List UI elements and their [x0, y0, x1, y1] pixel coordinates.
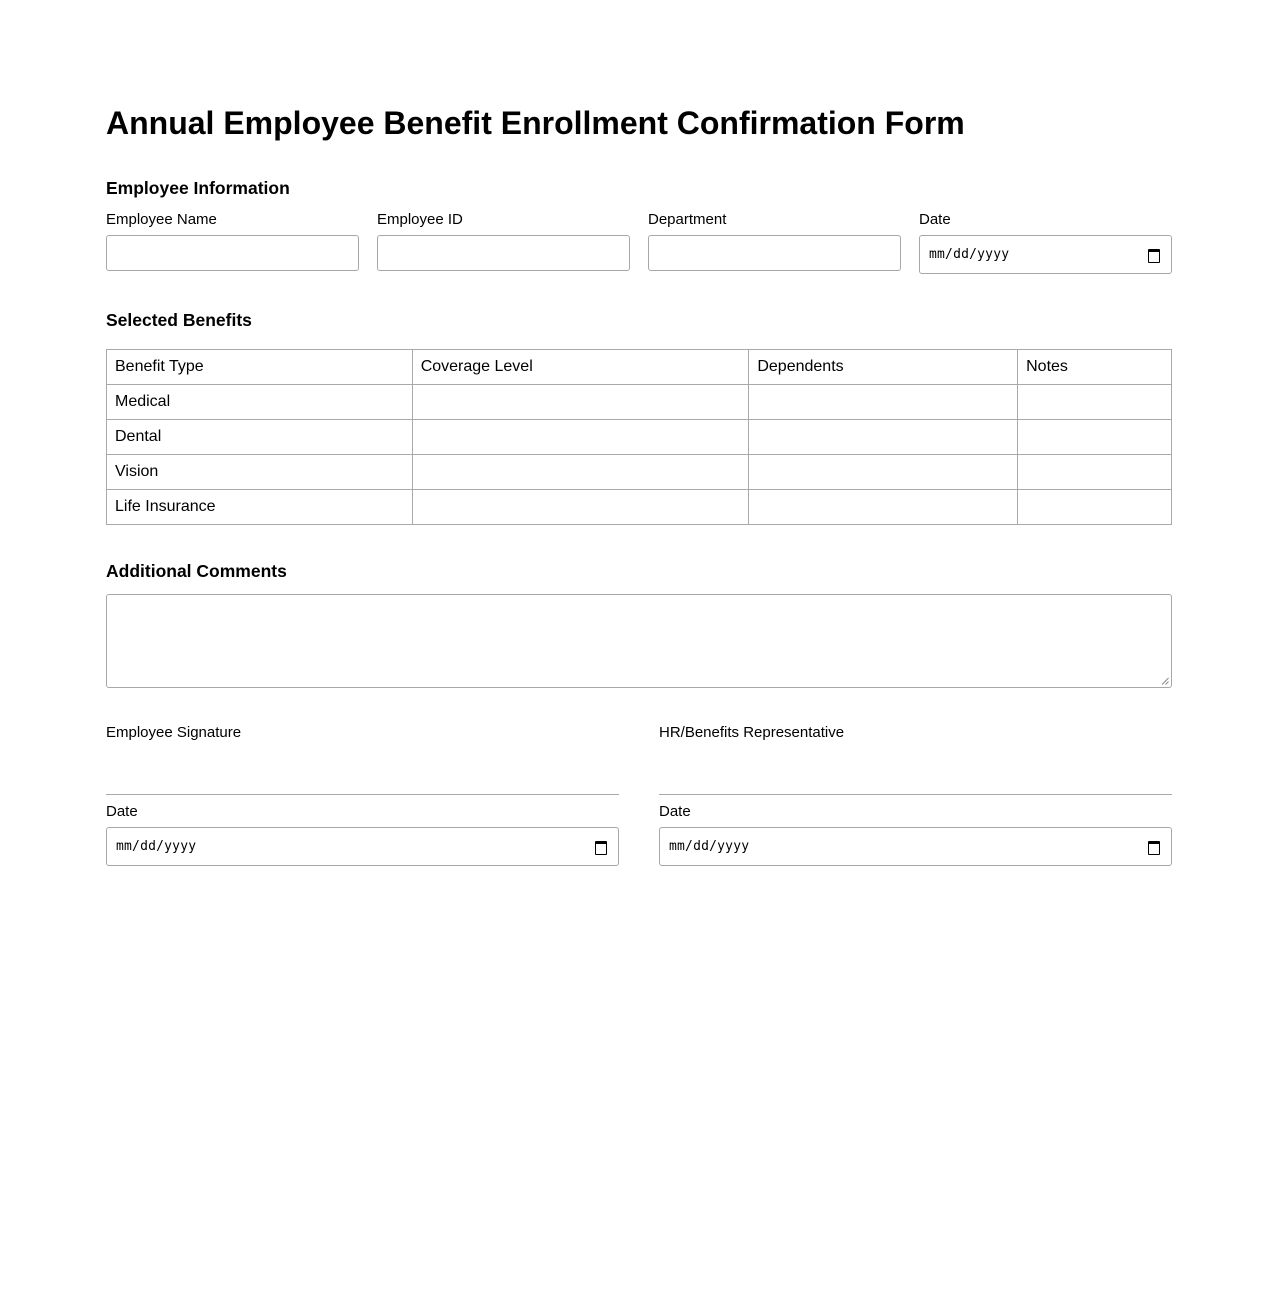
employee-id-label: Employee ID	[377, 211, 463, 228]
benefit-type-cell: Dental	[107, 420, 413, 455]
benefits-table	[106, 349, 1172, 525]
department-label: Department	[648, 211, 727, 228]
employee-signature-date-input[interactable]	[106, 827, 619, 866]
table-row	[107, 420, 1172, 455]
coverage-level-cell[interactable]	[412, 490, 749, 525]
hr-signature-date-label: Date	[659, 803, 691, 820]
benefit-type-cell: Vision	[107, 455, 413, 490]
table-row	[107, 490, 1172, 525]
date-placeholder: mm/dd/yyyy	[929, 247, 1010, 262]
date-placeholder: mm/dd/yyyy	[669, 839, 750, 854]
section-heading-additional-comments: Additional Comments	[106, 561, 287, 581]
date-placeholder: mm/dd/yyyy	[116, 839, 197, 854]
resize-handle-icon[interactable]	[1161, 677, 1169, 685]
page-title: Annual Employee Benefit Enrollment Confirmation Form	[106, 105, 965, 141]
employee-name-label: Employee Name	[106, 211, 217, 228]
calendar-icon[interactable]	[594, 839, 608, 854]
column-header-notes: Notes	[1018, 350, 1172, 385]
notes-cell[interactable]	[1018, 455, 1172, 490]
dependents-cell[interactable]	[749, 385, 1018, 420]
coverage-level-cell[interactable]	[412, 455, 749, 490]
column-header-dependents: Dependents	[749, 350, 1018, 385]
hr-signature-date-input[interactable]	[659, 827, 1172, 866]
section-heading-selected-benefits: Selected Benefits	[106, 310, 252, 330]
calendar-icon[interactable]	[1147, 839, 1161, 854]
employee-name-input[interactable]	[106, 235, 359, 271]
hr-signature-line[interactable]	[659, 794, 1172, 795]
benefit-type-cell: Life Insurance	[107, 490, 413, 525]
notes-cell[interactable]	[1018, 490, 1172, 525]
column-header-benefit-type: Benefit Type	[107, 350, 413, 385]
coverage-level-cell[interactable]	[412, 385, 749, 420]
table-row	[107, 385, 1172, 420]
table-row	[107, 455, 1172, 490]
employee-signature-line[interactable]	[106, 794, 619, 795]
notes-cell[interactable]	[1018, 385, 1172, 420]
column-header-coverage-level: Coverage Level	[412, 350, 749, 385]
calendar-icon[interactable]	[1147, 247, 1161, 262]
dependents-cell[interactable]	[749, 455, 1018, 490]
coverage-level-cell[interactable]	[412, 420, 749, 455]
benefit-type-cell: Medical	[107, 385, 413, 420]
dependents-cell[interactable]	[749, 420, 1018, 455]
section-heading-employee-information: Employee Information	[106, 178, 290, 198]
hr-representative-label: HR/Benefits Representative	[659, 724, 845, 741]
employee-signature-date-label: Date	[106, 803, 138, 820]
notes-cell[interactable]	[1018, 420, 1172, 455]
department-input[interactable]	[648, 235, 901, 271]
employee-signature-label: Employee Signature	[106, 724, 242, 741]
date-input[interactable]	[919, 235, 1172, 274]
employee-id-input[interactable]	[377, 235, 630, 271]
additional-comments-textarea[interactable]	[106, 594, 1172, 688]
table-header-row	[107, 350, 1172, 385]
date-label: Date	[919, 211, 951, 228]
dependents-cell[interactable]	[749, 490, 1018, 525]
